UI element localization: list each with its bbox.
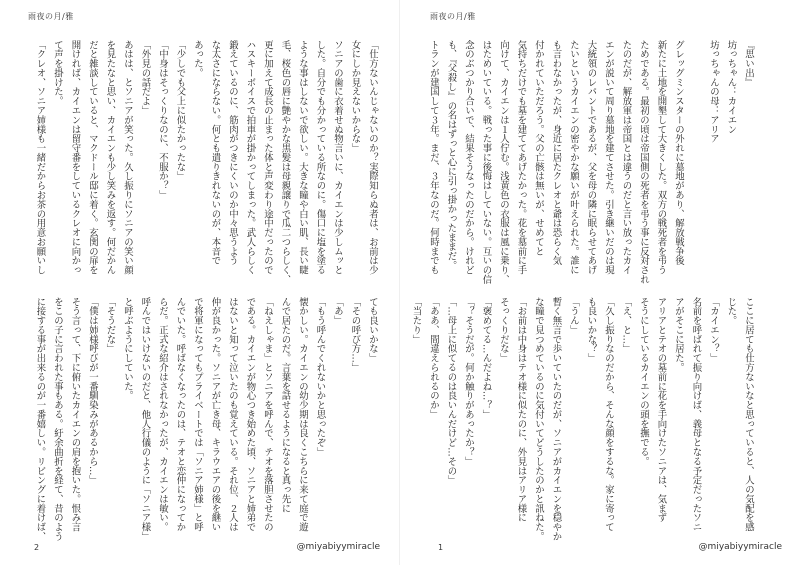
text-column: 「少しでも父上に似たかったな」 (174, 40, 186, 181)
upper-text-block (425, 40, 758, 288)
text-column: らだ。正式な紹介はされなかったが、カイエンは敏い。 (157, 297, 168, 532)
text-column: 「久し振りなのだから、そんな顔をするな。家に寄って (603, 297, 614, 532)
text-column: 「もう呼んでくれないかと思ったぞ」 (314, 297, 326, 457)
left-page (0, 0, 399, 565)
text-column: 「当たり」 (410, 297, 422, 344)
lower-text-block (407, 297, 757, 542)
text-column: 「うん」 (568, 297, 579, 335)
text-column: ような事はしないで欲しい。大きな瞳や白い肌、長い睫 (297, 40, 308, 275)
text-column: あはは、とソニアが笑った。久し振りにソニアの笑い顔 (122, 40, 133, 275)
text-column: はためいている。戦った事に後悔はしていない。互いの信 (480, 40, 492, 285)
text-column: たいというカイエンの密やかな願いが叶えられた。誰に (568, 40, 579, 275)
text-column: 坊っちゃん：カイエン (725, 40, 737, 134)
text-column: 懐かしい。カイエンの幼少期は良くこちらに来て庭で遊 (297, 297, 308, 532)
page-number: 1 (438, 543, 444, 552)
page-number: 2 (34, 543, 40, 552)
text-column: アリアとテオの墓前に花を手向けたソニアは、気まず (655, 297, 667, 523)
right-page (400, 0, 799, 565)
text-column: と呼ぶようにしていた。 (122, 297, 133, 401)
text-column: した。自分でも分かっている所なのに。傷口に塩を塗る (314, 40, 326, 275)
text-column: ためである。最初の頃は帝国側の死者を弔う事に反対され (638, 40, 649, 285)
text-column: んでいた。呼ばなくなったのは、テオと恋仲になってか (174, 297, 186, 532)
author-handle: @miyabiyymiracle (296, 542, 380, 552)
story-title: 『思い出』 (743, 40, 754, 87)
upper-text-block (31, 40, 381, 288)
text-column: 「…母上に似てるのは良いんだけど…その」 (445, 297, 457, 485)
running-header: 雨夜の月/雅 (430, 12, 476, 21)
text-column: アがそこに居た。 (673, 297, 684, 373)
text-column: 暫く無言で歩いていたのだが、ソニアがカイエンを穏やか (550, 297, 562, 542)
text-column: 念のぶつかり合いで、結果そうなったのだから。けれど (463, 40, 474, 275)
text-column: だと雑談していると、マクドール邸に着く。玄関の扉を (87, 40, 98, 275)
text-column: そっくりだな」 (498, 297, 509, 363)
text-column: んで居たのだ。言葉を話せるようになると真っ先に (279, 297, 291, 513)
text-column: も言わなかったが、身近に居たクレオと爺は恐らく気 (550, 40, 562, 266)
text-column: な太さにならない。何とも遣りきれないのが、本音で (209, 40, 221, 266)
text-column: 女にしか見えないからな」 (349, 40, 361, 153)
text-column: も良いかな？」 (585, 297, 597, 363)
text-column: 「褒めてる…んだよね…？」 (480, 297, 492, 420)
lower-text-block (31, 297, 381, 542)
text-column: 「ねえしゃま」とソニアを呼んで、テオを落胆させたの (262, 297, 273, 532)
text-column: 鍛えているのに、筋肉がつきにくいのか中々思うよう (227, 40, 238, 266)
text-column: をこの子に言われた事もある。紆余曲折を経て、昔のよう (52, 297, 63, 542)
text-column: 新たに土地を開墾して大きくした。双方の戦死者を弔う (655, 40, 667, 275)
text-column: で将軍になってもプライベートでは「ソニア姉様」と呼 (192, 297, 203, 532)
text-column: 「仕方ないんじゃないのか？実際知らぬ者は、お前は少 (367, 40, 378, 275)
text-column: 呼んではいけないのだと、他人行儀のように「ソニア様」 (139, 297, 151, 542)
running-header: 雨夜の月/雅 (28, 12, 74, 21)
text-column: たのだが、解放軍は帝国とは違うのだと言い放ったカイ (620, 40, 632, 275)
text-column: 「クレオ、ソニア姉様も一緒だからお茶の用意お願いし (34, 40, 46, 275)
text-column: 開ければ、カイエンは留守番をしているクレオに向かっ (69, 40, 81, 275)
text-column: エンが説いて周り墓地を建てさせた。引き継いだのは現 (603, 40, 614, 275)
text-column: ここに居ても仕方ないなと思っていると、人の気配を感 (743, 297, 754, 532)
text-column: あった。 (192, 40, 203, 78)
text-column: も、『父殺し』の名はずっと心に引っ掛かったままだ。 (445, 40, 457, 271)
text-column: 毛、桜色の唇に艶やかな黒髪は母親譲りで瓜二つらしく、 (279, 40, 291, 285)
text-column: グレッグミンスターの外れに墓地があり、解放戦争後 (673, 40, 684, 266)
text-column: 「カイエン？」 (708, 297, 719, 363)
text-column: そうにしているカイエンの頭を撫でる。 (638, 297, 649, 467)
text-column: はないと知って泣いたのも覚えている。それ位、２人は (227, 297, 238, 532)
text-column: 「僕は姉様呼びが一番馴染みがあるから…」 (87, 297, 98, 485)
text-column: 「え、と…」 (620, 297, 632, 354)
text-column: ても良いかな」 (367, 297, 378, 363)
text-column: ソニアの歯に衣着せぬ物言いに、カイエンは少しムッと (332, 40, 343, 275)
text-column: である。カイエンが物心つき始めた頃、ソニアと姉弟で (244, 297, 256, 532)
text-column: 更に加えて成長の止まった体と声変わり途中だったので (262, 40, 273, 275)
text-column: 「？そうだが。何か触りがあったか？」 (463, 297, 474, 467)
story-body (425, 40, 688, 288)
text-column: ハスキーボイスで拍車が掛かってしまった。武人らしく (244, 40, 256, 275)
text-column: な瞳で見つめているのに気付いてどうしたのかと訊ねた。 (533, 297, 544, 542)
text-column: 名前を呼ばれて振り向けば、義母となる予定だったソニ (690, 297, 702, 532)
text-column: を見たなと思い、カイエンも少し笑みを返す。何だかん (104, 40, 116, 275)
text-column: 「お前は中身はテオ様に似たのに、外見はアリア様に (515, 297, 527, 523)
text-column: 向けて、カイエンは１人佇む。浅黄色の衣服は風に乗り、 (498, 40, 509, 285)
text-column: に接する事が出来るのが一番嬉しい。リビングに着けば、 (34, 297, 46, 542)
text-column: 付かれていただろう。父の亡骸は無いが、せめてと (533, 40, 544, 256)
text-column: 気持ちだけでも墓を建ててあげたかった。花を墓前に手 (515, 40, 527, 275)
text-column: 坊っちゃんの母：アリア (708, 40, 719, 144)
cast-list (705, 40, 740, 288)
text-column: 「中身はそっくりなのに、不服か？」 (157, 40, 168, 200)
text-column: 「あ」 (332, 297, 343, 326)
text-column: じた。 (725, 297, 737, 326)
text-column: 「ああ、間違えられるのか」 (428, 297, 439, 420)
text-column: て声を掛けた。 (52, 40, 63, 106)
text-column: 大統領のレパントであるが、父を母の隣に眠らせてあげ (585, 40, 597, 275)
text-column: 「外見の話だよ」 (139, 40, 151, 116)
author-handle: @miyabiyymiracle (698, 542, 782, 552)
text-column: 仲が良かった。ソニアが亡き母、キラウエアの後を継い (209, 297, 221, 532)
text-column: トランが建国して３年。まだ、３年なのだ。何時までも (428, 40, 439, 275)
text-column: 「そうだな」 (104, 297, 116, 354)
text-column: 「その呼び方…」 (349, 297, 361, 373)
text-column: そう言って、下に俯いたカイエンの肩を抱いた。恨み言 (69, 297, 81, 532)
